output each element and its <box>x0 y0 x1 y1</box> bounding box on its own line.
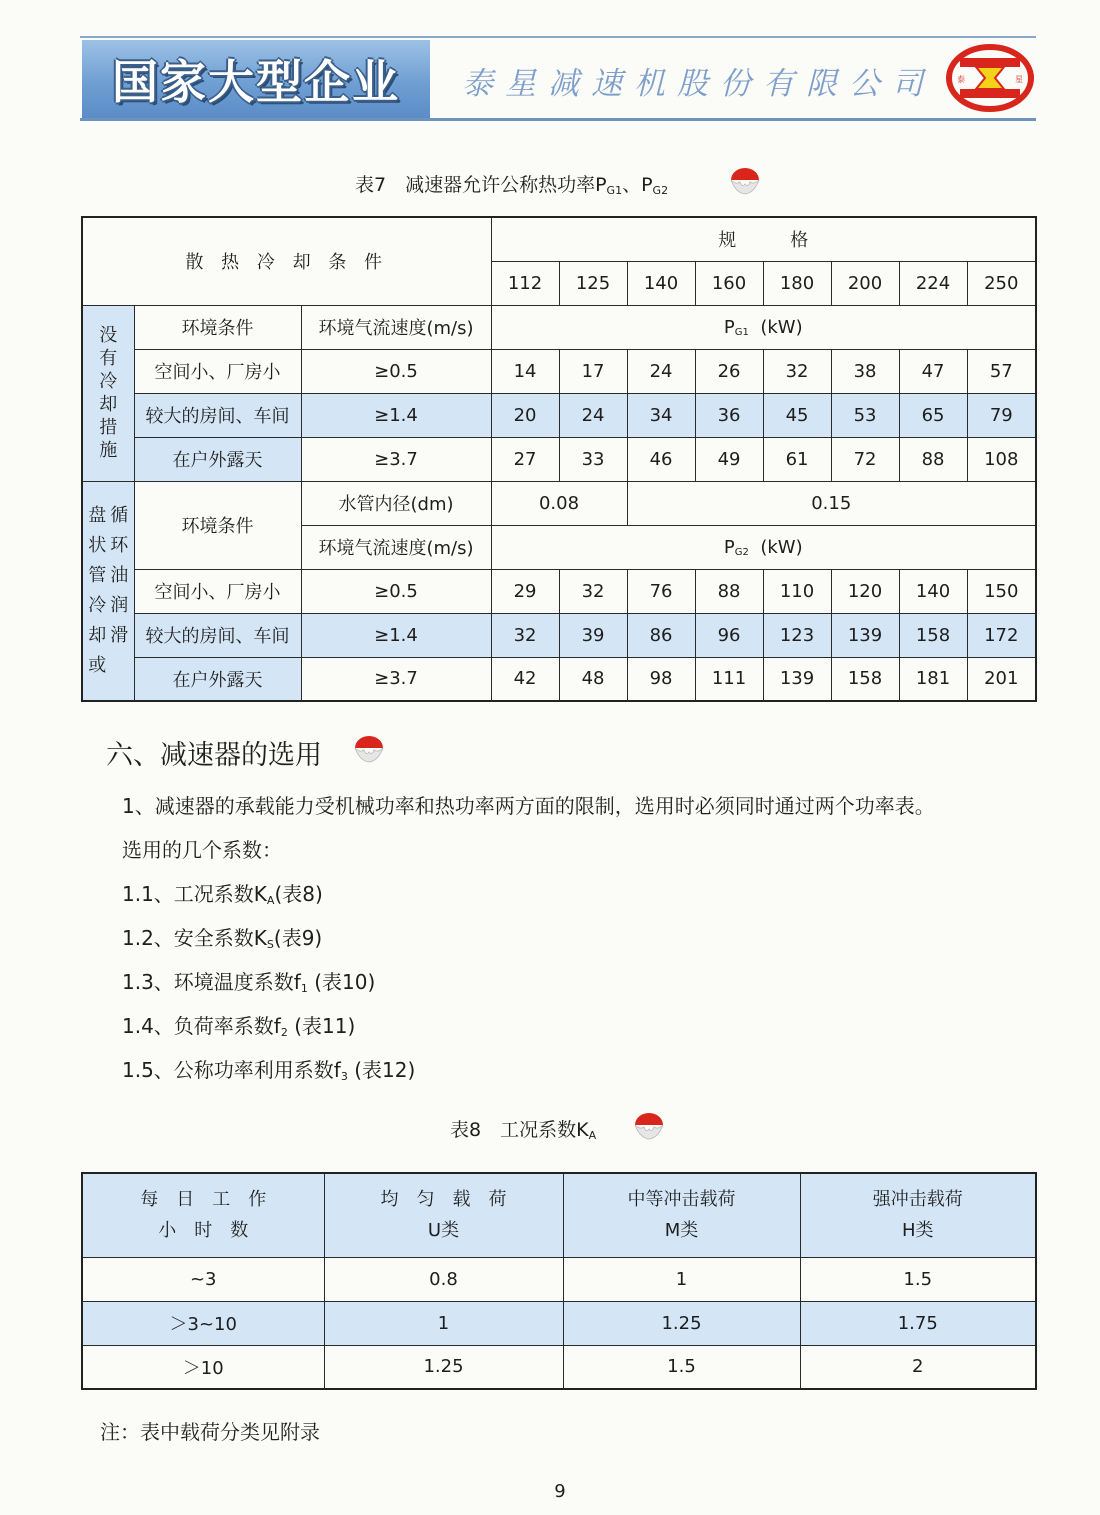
section6-title: 六、减速器的选用 <box>106 740 322 771</box>
value-cell: 158 <box>831 657 899 701</box>
table7-title-sub1: G1 <box>606 184 623 197</box>
coefficient-item: 1.5、公称功率利用系数$f_3$ (表12) <box>122 1058 416 1083</box>
spec-cell: 125 <box>559 261 627 305</box>
group1-char: 施 <box>99 440 118 461</box>
spec-cell: 140 <box>627 261 695 305</box>
value-cell: 34 <box>627 393 695 437</box>
group2-char: 环 <box>110 534 129 556</box>
value-cell: 158 <box>899 613 967 657</box>
spec-cell: 180 <box>763 261 831 305</box>
env-cell: 较大的房间、车间 <box>134 393 301 437</box>
t8-cell: 1.5 <box>563 1345 800 1389</box>
t8-cell: 1.75 <box>800 1301 1036 1345</box>
env-cell: 空间小、厂房小 <box>134 349 301 393</box>
env-cell: 较大的房间、车间 <box>134 613 301 657</box>
table7-corner-header: 散 热 冷 却 条 件 <box>82 217 491 305</box>
table8-header-row <box>82 1173 1036 1257</box>
value-cell: 65 <box>899 393 967 437</box>
pipe-small-value: 0.08 <box>491 481 627 525</box>
footnote: 注：表中载荷分类见附录 <box>100 1420 320 1444</box>
value-cell: 27 <box>491 437 559 481</box>
spec-cell: 250 <box>967 261 1036 305</box>
value-cell: 140 <box>899 569 967 613</box>
group2-char: 却 <box>88 624 107 646</box>
table8-title: 表8 工况系数$K_A$ <box>450 1119 597 1142</box>
value-cell: 88 <box>695 569 763 613</box>
env-cell: 在户外露天 <box>134 657 301 701</box>
group2-char: 冷 <box>88 594 107 616</box>
company-name: 泰星减速机股份有限公司 <box>462 66 935 102</box>
t8-cell: 1.5 <box>800 1257 1036 1301</box>
value-cell: 150 <box>967 569 1036 613</box>
value-cell: 120 <box>831 569 899 613</box>
value-cell: 53 <box>831 393 899 437</box>
value-cell: 42 <box>491 657 559 701</box>
coefficient-item: 1.1、工况系数$K_A$(表8) <box>122 882 323 907</box>
value-cell: 32 <box>763 349 831 393</box>
pipe-large-value: 0.15 <box>627 481 1036 525</box>
table8 <box>81 1172 1037 1390</box>
spec-cell: 112 <box>491 261 559 305</box>
value-cell: 24 <box>559 393 627 437</box>
coefficient-item: 1.3、环境温度系数$f_1$ (表10) <box>122 970 376 995</box>
value-cell: 24 <box>627 349 695 393</box>
table-row <box>82 393 1036 437</box>
coefficient-item: 1.2、安全系数$K_S$(表9) <box>122 926 323 951</box>
flower-bullet-icon <box>352 731 386 765</box>
company-logo-icon <box>946 44 1034 112</box>
t8-cell: 0.8 <box>324 1257 563 1301</box>
speed-cell: ≥3.7 <box>301 437 491 481</box>
value-cell: 123 <box>763 613 831 657</box>
value-cell: 172 <box>967 613 1036 657</box>
table-row <box>82 1257 1036 1301</box>
t8-cell: 1 <box>563 1257 800 1301</box>
header-banner-text: 国家大型企业 <box>112 55 400 109</box>
value-cell: 20 <box>491 393 559 437</box>
t8-cell: 1 <box>324 1301 563 1345</box>
group2-label <box>82 481 134 701</box>
logo-char-left: 泰 <box>957 75 965 84</box>
section6-line1: 1、减速器的承载能力受机械功率和热功率两方面的限制，选用时必须同时通过两个功率表。 <box>122 794 935 818</box>
group2-char: 或 <box>88 654 107 676</box>
group1-char: 有 <box>99 348 118 369</box>
value-cell: 17 <box>559 349 627 393</box>
header-banner <box>82 40 430 118</box>
speed-cell: ≥0.5 <box>301 569 491 613</box>
group2-char: 循 <box>110 504 129 526</box>
value-cell: 32 <box>491 613 559 657</box>
t8-cell: ~3 <box>82 1257 324 1301</box>
table7-spec-header: 规 格 <box>491 217 1036 261</box>
group2-char: 滑 <box>110 624 129 646</box>
table7-title-sub2: G2 <box>652 184 669 197</box>
value-cell: 201 <box>967 657 1036 701</box>
group2-char: 油 <box>110 564 129 586</box>
env-header: 环境条件 <box>134 481 301 569</box>
flower-bullet-icon <box>632 1108 666 1142</box>
t8-cell: ＞3~10 <box>82 1301 324 1345</box>
speed-cell: ≥1.4 <box>301 393 491 437</box>
header-bottom-rule <box>80 118 1036 121</box>
flower-bullet-icon <box>728 163 762 197</box>
env-cell: 空间小、厂房小 <box>134 569 301 613</box>
group1-char: 却 <box>99 394 118 415</box>
value-cell: 26 <box>695 349 763 393</box>
table-row <box>82 569 1036 613</box>
value-cell: 98 <box>627 657 695 701</box>
table-row <box>82 1345 1036 1389</box>
spec-cell: 224 <box>899 261 967 305</box>
table7-title-sep: 、P <box>622 174 653 196</box>
value-cell: 79 <box>967 393 1036 437</box>
value-cell: 96 <box>695 613 763 657</box>
value-cell: 61 <box>763 437 831 481</box>
value-cell: 139 <box>763 657 831 701</box>
group1-char: 措 <box>99 417 118 438</box>
t8-header-hours: 每 日 工 作 小 时 数 <box>82 1173 324 1257</box>
value-cell: 110 <box>763 569 831 613</box>
value-cell: 111 <box>695 657 763 701</box>
value-cell: 57 <box>967 349 1036 393</box>
pg1-unit-header: $P_{G1}$ (kW) <box>491 305 1036 349</box>
value-cell: 47 <box>899 349 967 393</box>
table-row <box>82 349 1036 393</box>
group2-char: 润 <box>110 594 129 616</box>
value-cell: 45 <box>763 393 831 437</box>
value-cell: 38 <box>831 349 899 393</box>
t8-cell: ＞10 <box>82 1345 324 1389</box>
page-number: 9 <box>554 1481 566 1502</box>
coefficient-item: 1.4、负荷率系数$f_2$ (表11) <box>122 1014 356 1039</box>
table-row <box>82 437 1036 481</box>
value-cell: 49 <box>695 437 763 481</box>
airflow-header: 环境气流速度(m/s) <box>301 305 491 349</box>
airflow-header: 环境气流速度(m/s) <box>301 525 491 569</box>
value-cell: 14 <box>491 349 559 393</box>
group1-char: 冷 <box>99 371 118 392</box>
t8-header-uniform: 均 匀 载 荷 U类 <box>324 1173 563 1257</box>
group1-label <box>82 305 134 481</box>
table-row <box>82 613 1036 657</box>
t8-cell: 2 <box>800 1345 1036 1389</box>
speed-cell: ≥1.4 <box>301 613 491 657</box>
value-cell: 29 <box>491 569 559 613</box>
t8-cell: 1.25 <box>563 1301 800 1345</box>
spec-cell: 200 <box>831 261 899 305</box>
t8-header-moderate: 中等冲击载荷 M类 <box>563 1173 800 1257</box>
value-cell: 39 <box>559 613 627 657</box>
value-cell: 32 <box>559 569 627 613</box>
speed-cell: ≥3.7 <box>301 657 491 701</box>
group2-char: 状 <box>88 534 107 556</box>
value-cell: 76 <box>627 569 695 613</box>
value-cell: 46 <box>627 437 695 481</box>
logo-char-right: 星 <box>1015 75 1023 84</box>
value-cell: 181 <box>899 657 967 701</box>
speed-cell: ≥0.5 <box>301 349 491 393</box>
value-cell: 36 <box>695 393 763 437</box>
t8-header-heavy: 强冲击载荷 H类 <box>800 1173 1036 1257</box>
group1-char: 没 <box>99 325 118 346</box>
value-cell: 48 <box>559 657 627 701</box>
header-top-rule <box>80 36 1036 38</box>
env-cell: 在户外露天 <box>134 437 301 481</box>
group2-char: 盘 <box>88 504 107 526</box>
t8-cell: 1.25 <box>324 1345 563 1389</box>
pipe-header: 水管内径(dm) <box>301 481 491 525</box>
value-cell: 33 <box>559 437 627 481</box>
table7-title <box>355 170 668 197</box>
value-cell: 88 <box>899 437 967 481</box>
table-row <box>82 1301 1036 1345</box>
value-cell: 139 <box>831 613 899 657</box>
group2-char: 管 <box>88 564 107 586</box>
group2-char <box>108 654 130 678</box>
value-cell: 72 <box>831 437 899 481</box>
pg2-unit-header: $P_{G2}$ (kW) <box>491 525 1036 569</box>
table-row <box>82 657 1036 701</box>
spec-cell: 160 <box>695 261 763 305</box>
value-cell: 86 <box>627 613 695 657</box>
env-header: 环境条件 <box>134 305 301 349</box>
section6-line2: 选用的几个系数： <box>122 838 282 862</box>
table7-title-text: 表7 减速器允许公称热功率P <box>355 174 607 196</box>
value-cell: 108 <box>967 437 1036 481</box>
table7 <box>81 216 1037 702</box>
